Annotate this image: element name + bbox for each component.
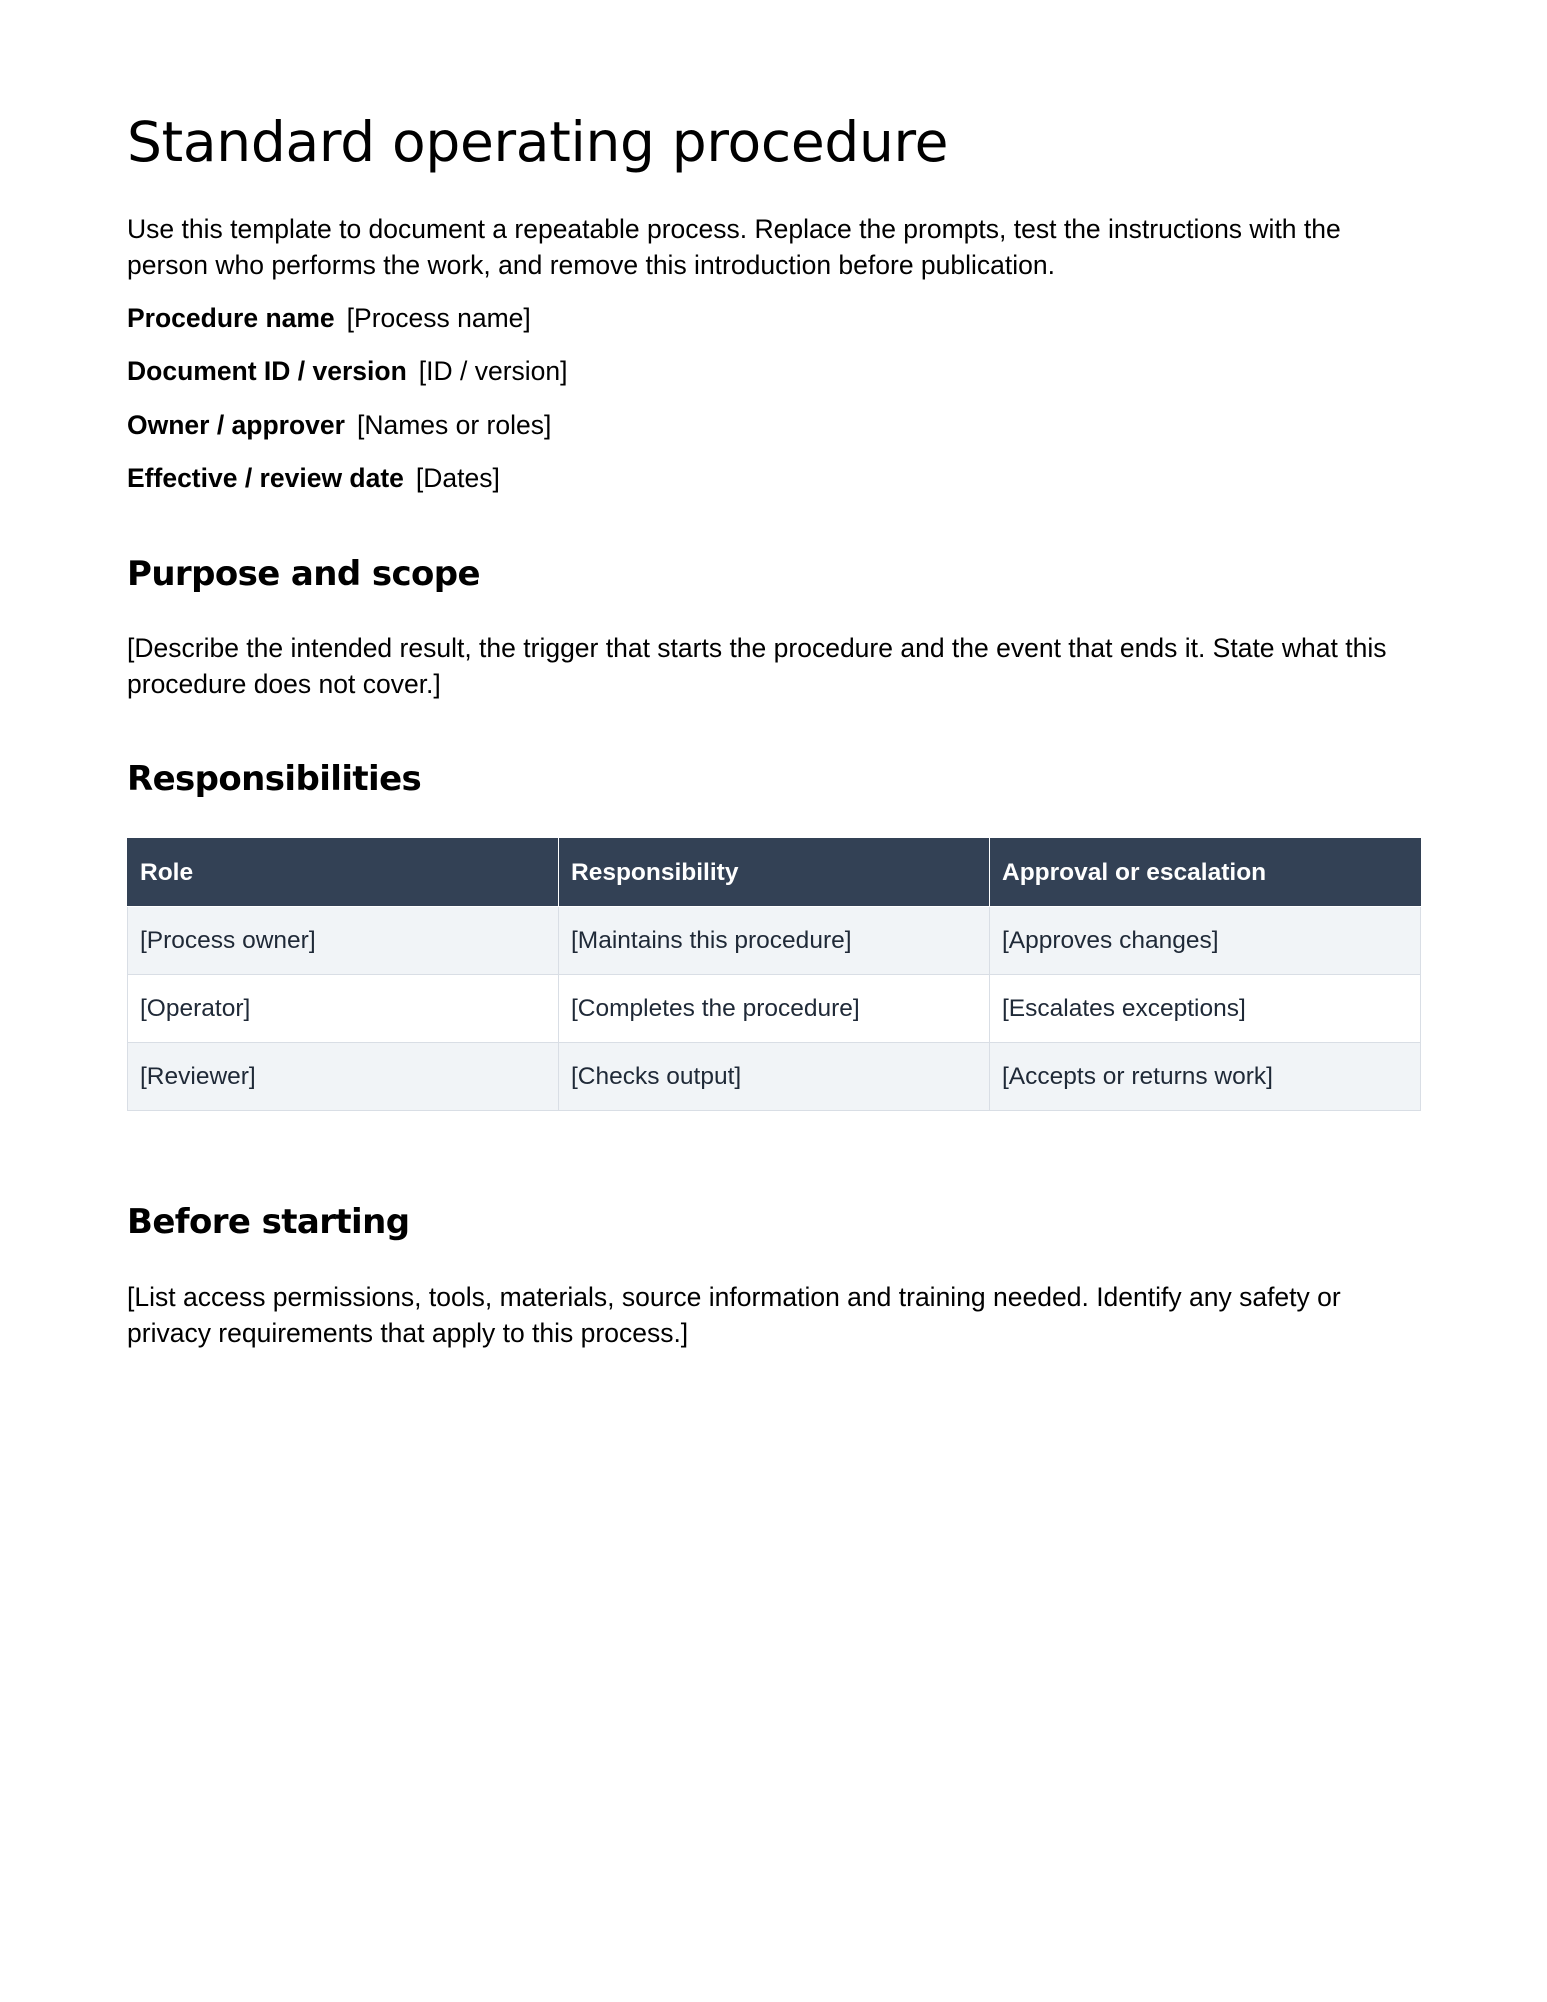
field-value: [ID / version] [418,356,568,386]
table-cell: [Checks output] [559,1043,990,1111]
field-label: Owner / approver [127,410,345,440]
field-effective-review-date [127,460,500,496]
table-cell: [Escalates exceptions] [990,975,1421,1043]
table-cell: [Maintains this procedure] [559,907,990,975]
field-document-id-version [127,353,568,389]
page-title: Standard operating procedure [127,110,949,174]
section-heading-responsibilities: Responsibilities [127,759,422,799]
field-value: [Names or roles] [356,410,552,440]
column-header-approval: Approval or escalation [990,839,1421,907]
before-starting-paragraph: [List access permissions, tools, materials, source information and training needed. Identify any safety or privacy requirements that apply to this process.] [127,1282,1341,1348]
column-header-role: Role [128,839,559,907]
field-value: [Dates] [415,463,500,493]
table-cell: [Completes the procedure] [559,975,990,1043]
table-cell: [Approves changes] [990,907,1421,975]
section-heading-before-starting: Before starting [127,1202,410,1242]
table-row [128,1043,1421,1111]
field-label: Document ID / version [127,356,407,386]
field-procedure-name [127,300,531,336]
field-label: Procedure name [127,303,335,333]
table-cell: [Reviewer] [128,1043,559,1111]
table-cell: [Operator] [128,975,559,1043]
purpose-paragraph: [Describe the intended result, the trigger that starts the procedure and the event that ends it. State what this procedure does not cover.] [127,633,1387,699]
table-cell: [Process owner] [128,907,559,975]
table-header-row [128,839,1421,907]
intro-paragraph: Use this template to document a repeatable process. Replace the prompts, test the instructions with the person who performs the work, and remove this introduction before publication. [127,214,1341,280]
responsibilities-table [127,838,1421,1111]
column-header-responsibility: Responsibility [559,839,990,907]
table-row [128,907,1421,975]
field-owner-approver [127,407,551,443]
field-value: [Process name] [346,303,531,333]
table-row [128,975,1421,1043]
section-heading-purpose: Purpose and scope [127,554,480,594]
table-cell: [Accepts or returns work] [990,1043,1421,1111]
field-label: Effective / review date [127,463,404,493]
